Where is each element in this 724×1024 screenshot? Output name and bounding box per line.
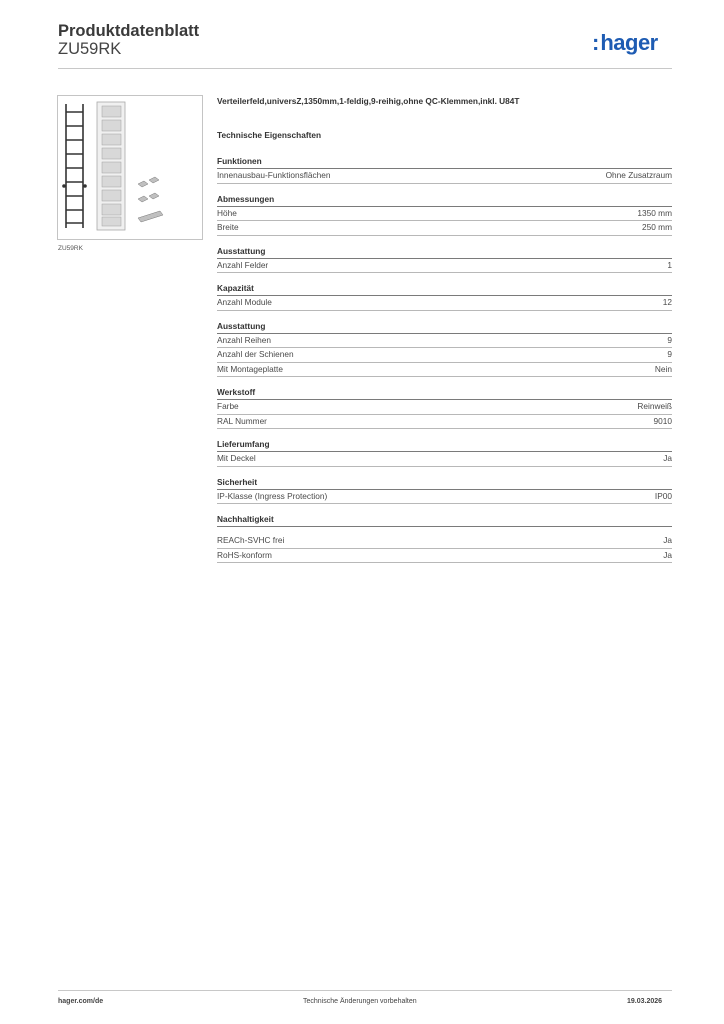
spec-row xyxy=(217,452,672,467)
spec-key: Innenausbau-Funktionsflächen xyxy=(217,170,331,180)
spec-section xyxy=(217,514,672,563)
spec-value: Reinweiß xyxy=(637,401,672,411)
spec-key: IP-Klasse (Ingress Protection) xyxy=(217,490,328,501)
spec-section-title: Sicherheit xyxy=(217,477,672,490)
spec-value: Nein xyxy=(654,363,672,374)
spec-key: RoHS-konform xyxy=(217,549,272,560)
spec-row xyxy=(217,296,672,311)
product-description: Verteilerfeld,universZ,1350mm,1-feldig,9-reihig,ohne QC-Klemmen,inkl. U84T xyxy=(217,96,520,106)
spec-section xyxy=(217,387,672,429)
spec-row xyxy=(217,363,672,378)
spec-value: 1350 mm xyxy=(637,207,672,218)
spec-key: RAL Nummer xyxy=(217,415,267,426)
spec-value: IP00 xyxy=(654,490,672,501)
page-subtitle: ZU59RK xyxy=(58,40,122,58)
spec-key: Anzahl Felder xyxy=(217,259,269,270)
spec-value: 9 xyxy=(667,334,672,345)
spec-key: Mit Montageplatte xyxy=(217,363,283,374)
spec-value: Ohne Zusatzraum xyxy=(605,170,672,180)
spec-section xyxy=(217,194,672,236)
spec-value: 9 xyxy=(667,349,672,359)
spec-row xyxy=(217,259,672,274)
spec-section-title: Funktionen xyxy=(217,156,672,169)
page-title: Produktdatenblatt xyxy=(58,22,200,40)
spec-value: 250 mm xyxy=(642,222,672,232)
footer-date: 19.03.2026 xyxy=(627,998,663,1005)
spec-section xyxy=(217,283,672,311)
spec-value: 9010 xyxy=(653,415,672,426)
spec-value: 1 xyxy=(667,259,672,270)
footer-disclaimer: Technische Änderungen vorbehalten xyxy=(303,998,417,1005)
spec-row xyxy=(217,221,672,236)
spec-section-title: Kapazität xyxy=(217,283,672,296)
spec-row xyxy=(217,334,672,349)
spec-row xyxy=(217,549,672,564)
brand-logo: :hager xyxy=(592,30,658,55)
spec-row xyxy=(217,169,672,184)
brand-logo-text: hager xyxy=(600,30,658,55)
spec-row xyxy=(217,415,672,430)
footer-website: hager.com/de xyxy=(58,998,104,1005)
spec-row xyxy=(217,348,672,363)
spec-key: Farbe xyxy=(217,401,239,411)
spec-section-title: Lieferumfang xyxy=(217,439,672,452)
spec-key: Anzahl Module xyxy=(217,297,272,307)
spec-section xyxy=(217,439,672,467)
spec-key: REACh-SVHC frei xyxy=(217,535,285,545)
spec-value: Ja xyxy=(663,549,672,560)
spec-key: Mit Deckel xyxy=(217,453,256,463)
spec-section-title: Ausstattung xyxy=(217,246,672,259)
spec-section xyxy=(217,246,672,274)
spec-row xyxy=(217,534,672,549)
header-divider xyxy=(58,68,672,69)
spec-row xyxy=(217,400,672,415)
spec-value: Ja xyxy=(663,535,672,545)
spec-content xyxy=(217,96,672,573)
footer-divider xyxy=(58,990,672,991)
spec-row xyxy=(217,490,672,505)
spec-section xyxy=(217,156,672,184)
spec-section xyxy=(217,321,672,378)
spec-value: Ja xyxy=(663,453,672,463)
spec-value: 12 xyxy=(662,297,672,307)
spec-section-title: Werkstoff xyxy=(217,387,672,400)
product-image xyxy=(57,95,203,240)
spec-section-title: Nachhaltigkeit xyxy=(217,514,672,527)
product-image-graphic xyxy=(58,96,202,239)
spec-section xyxy=(217,477,672,505)
spec-key: Anzahl der Schienen xyxy=(217,349,294,359)
image-caption: ZU59RK xyxy=(58,245,83,252)
spec-key: Höhe xyxy=(217,207,237,218)
spec-key: Anzahl Reihen xyxy=(217,334,271,345)
spec-section-title: Abmessungen xyxy=(217,194,672,207)
technical-properties-title: Technische Eigenschaften xyxy=(217,130,322,140)
spec-section-title: Ausstattung xyxy=(217,321,672,334)
spec-key: Breite xyxy=(217,222,239,232)
spec-row xyxy=(217,207,672,222)
